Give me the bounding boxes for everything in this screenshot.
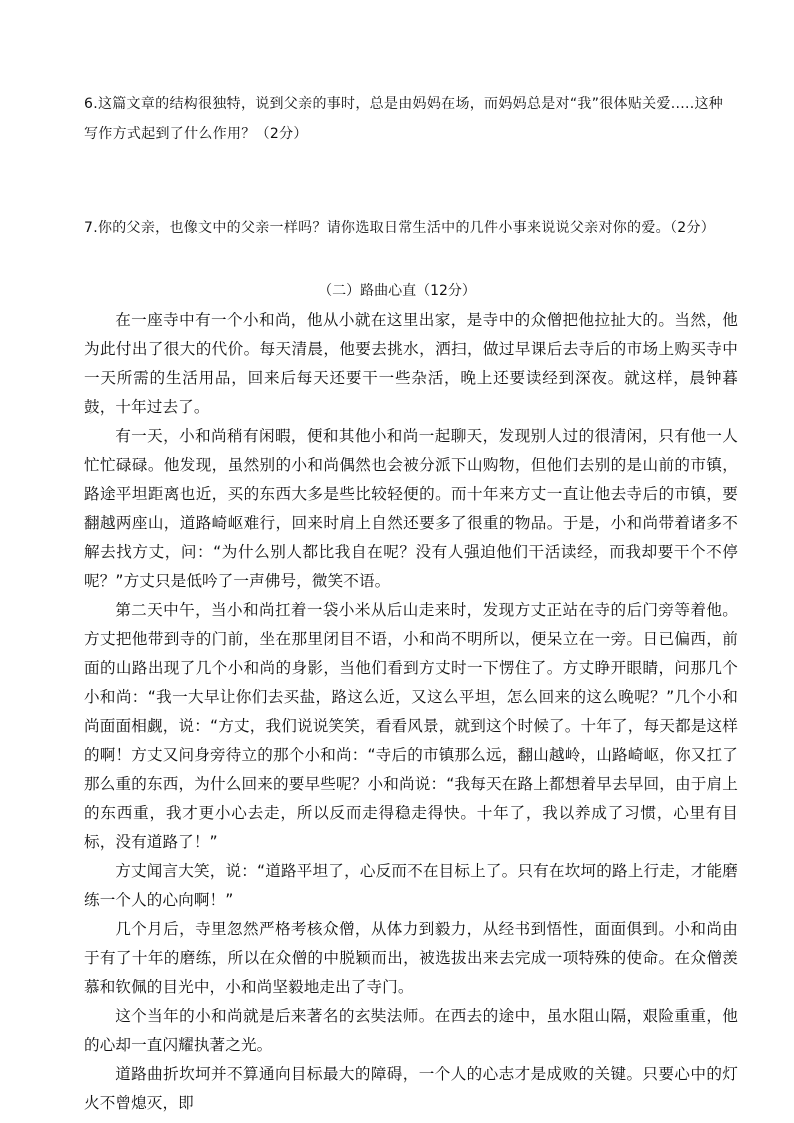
story-paragraph: 道路曲折坎坷并不算通向目标最大的障碍，一个人的心志才是成败的关键。只要心中的灯火不曾熄灭，即 [84, 1065, 738, 1112]
story-text [84, 306, 738, 1118]
story-paragraph: 在一座寺中有一个小和尚，他从小就在这里出家，是寺中的众僧把他拉扯大的。当然，他为此付出了很大的代价。每天清晨，他要去挑水，洒扫，做过早课后去寺后的市场上购买寺中一天所需的生活用品，回来后每天还要干一些杂活，晚上还要读经到深夜。就这样，晨钟暮鼓，十年过去了。 [84, 311, 738, 416]
story-paragraph: 几个月后，寺里忽然严格考核众僧，从体力到毅力，从经书到悟性，面面俱到。小和尚由于有了十年的磨练，所以在众僧的中脱颖而出，被选拔出来去完成一项特殊的使命。在众僧羡慕和钦佩的目光中，小和尚坚毅地走出了寺门。 [84, 920, 738, 996]
story-paragraph: 方丈闻言大笑，说：“道路平坦了，心反而不在目标上了。只有在坎坷的路上行走，才能磨练一个人的心向啊！” [84, 862, 738, 909]
story-paragraph: 这个当年的小和尚就是后来著名的玄奘法师。在西去的途中，虽水阻山隔，艰险重重，他的心却一直闪耀执著之光。 [84, 1007, 738, 1054]
question-7: 7.你的父亲，也像文中的父亲一样吗？请你选取日常生活中的几件小事来说说父亲对你的爱。（2分） [84, 220, 716, 236]
section-title: （二）路曲心直（12分） [318, 283, 476, 299]
question-6: 6.这篇文章的结构很独特，说到父亲的事时，总是由妈妈在场，而妈妈总是对“我”很体贴关爱.....这种写作方式起到了什么作用？（2分） [84, 96, 724, 142]
story-paragraph: 第二天中午，当小和尚扛着一袋小米从后山走来时，发现方丈正站在寺的后门旁等着他。方丈把他带到寺的门前，坐在那里闭目不语，小和尚不明所以，便呆立在一旁。日已偏西，前面的山路出现了几个小和尚的身影，当他们看到方丈时一下愣住了。方丈睁开眼睛，问那几个小和尚：“我一大早让你们去买盐，路这么近，又这么平坦，怎么回来的这么晚呢？”几个小和尚面面相觑，说：“方丈，我们说说笑笑，看看风景，就到这个时候了。十年了，每天都是这样的啊！方丈又问身旁待立的那个小和尚：“寺后的市镇那么远，翻山越岭，山路崎岖，你又扛了那么重的东西，为什么回来的要早些呢？小和尚说：“我每天在路上都想着早去早回，由于肩上的东西重，我才更小心去走，所以反而走得稳走得快。十年了，我以养成了习惯，心里有目标，没有道路了！” [84, 601, 738, 851]
story-paragraph: 有一天，小和尚稍有闲暇，便和其他小和尚一起聊天，发现别人过的很清闲，只有他一人忙忙碌碌。他发现，虽然别的小和尚偶然也会被分派下山购物，但他们去别的是山前的市镇，路途平坦距离也近，买的东西大多是些比较轻便的。而十年来方丈一直让他去寺后的市镇，要翻越两座山，道路崎岖难行，回来时肩上自然还要多了很重的物品。于是，小和尚带着诸多不解去找方丈，问：“为什么别人都比我自在呢？没有人强迫他们干活读经，而我却要干个不停呢？”方丈只是低吟了一声佛号，微笑不语。 [84, 427, 738, 590]
